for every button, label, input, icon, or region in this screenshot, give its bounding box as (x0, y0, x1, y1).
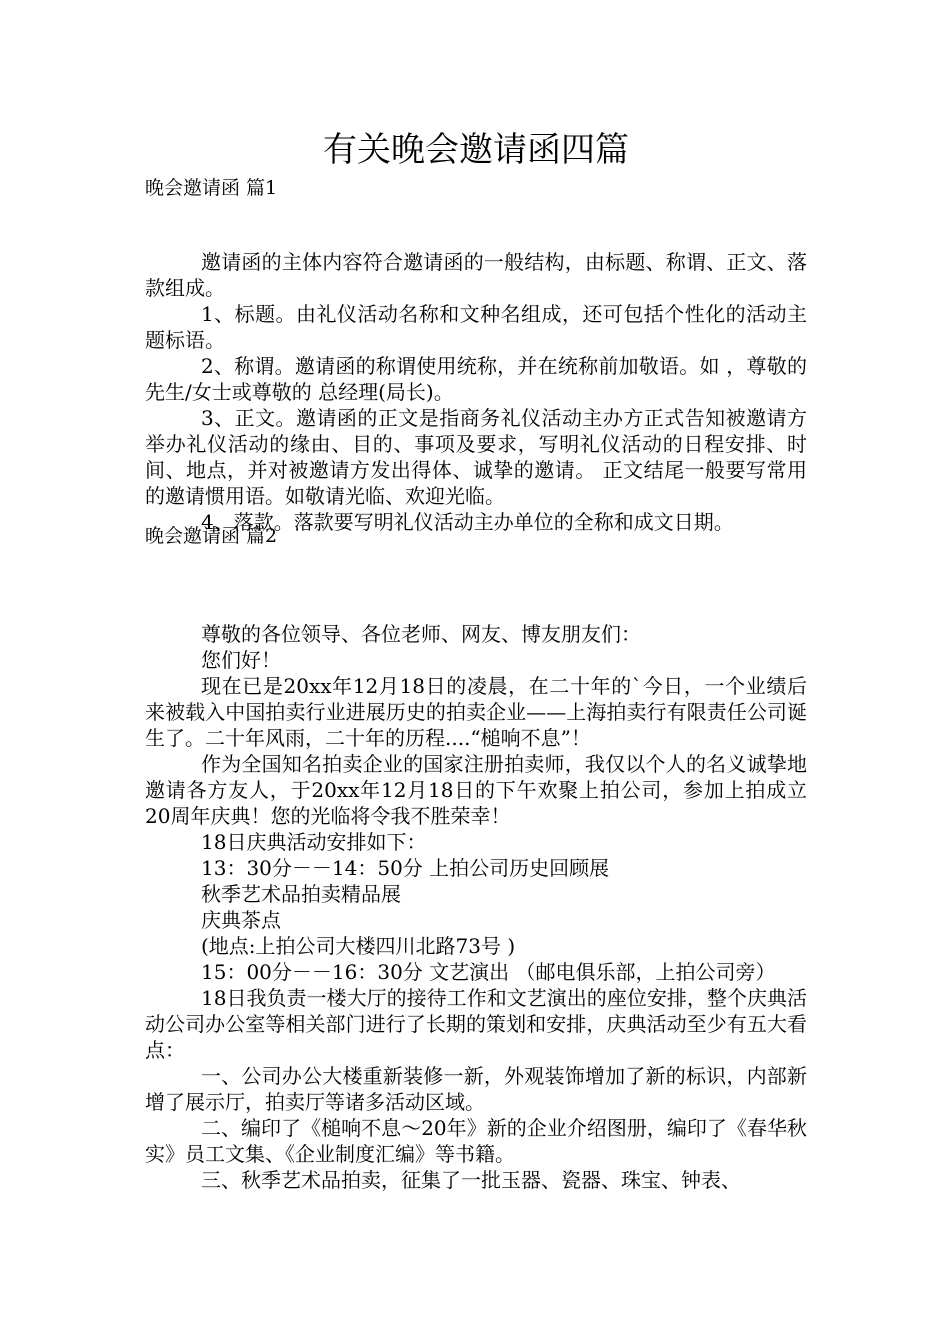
paragraph: 尊敬的各位领导、各位老师、网友、博友朋友们： (201, 622, 641, 646)
schedule-item: 秋季艺术品拍卖精品展 (201, 882, 401, 906)
schedule-item: 庆典茶点 (201, 908, 281, 932)
paragraph: 二、编印了《槌响不息～20年》新的企业介绍图册，编印了《春华秋实》员工文集、《企业制度汇编》等书籍。 (145, 1116, 807, 1166)
paragraph: 三、秋季艺术品拍卖，征集了一批玉器、瓷器、珠宝、钟表、 (201, 1168, 741, 1192)
paragraph: 一、公司办公大楼重新装修一新，外观装饰增加了新的标识，内部新增了展示厅，拍卖厅等诸多活动区域。 (145, 1064, 807, 1114)
paragraph: 4、落款。落款要写明礼仪活动主办单位的全称和成文日期。 (201, 510, 734, 534)
paragraph: 现在已是20xx年12月18日的凌晨，在二十年的`今日，一个业绩后来被载入中国拍卖行业进展历史的拍卖企业——上海拍卖行有限责任公司诞生了。二十年风雨，二十年的历程....“槌响不息”！ (145, 674, 807, 750)
section-heading-1: 晚会邀请函 篇1 (145, 177, 278, 199)
section-2-body (145, 621, 807, 1193)
paragraph: 作为全国知名拍卖企业的国家注册拍卖师，我仅以个人的名义诚挚地邀请各方友人，于20xx年12月18日的下午欢聚上拍公司，参加上拍成立20周年庆典！您的光临将令我不胜荣幸！ (145, 752, 807, 828)
section-heading-2: 晚会邀请函 篇2 (145, 525, 278, 547)
section-1-body (145, 249, 807, 535)
document-title: 有关晚会邀请函四篇 (323, 130, 629, 170)
paragraph: 18日我负责一楼大厅的接待工作和文艺演出的座位安排，整个庆典活动公司办公室等相关部门进行了长期的策划和安排，庆典活动至少有五大看点： (145, 986, 807, 1062)
paragraph: 3、正文。邀请函的正文是指商务礼仪活动主办方正式告知被邀请方举办礼仪活动的缘由、目的、事项及要求，写明礼仪活动的日程安排、时间、地点，并对被邀请方发出得体、诚挚的邀请。 正文结尾一般要写常用的邀请惯用语。如敬请光临、欢迎光临。 (145, 406, 807, 508)
schedule-item: 13：30分－－14：50分 上拍公司历史回顾展 (201, 856, 610, 880)
paragraph: 您们好！ (201, 648, 281, 672)
paragraph: 邀请函的主体内容符合邀请函的一般结构，由标题、称谓、正文、落款组成。 (145, 250, 807, 300)
paragraph: 2、称谓。邀请函的称谓使用统称，并在统称前加敬语。如 ，尊敬的 先生/女士或尊敬的 总经理(局长)。 (145, 354, 807, 404)
schedule-item: 15：00分－－16：30分 文艺演出 （邮电俱乐部，上拍公司旁） (201, 960, 776, 984)
paragraph: 18日庆典活动安排如下： (201, 830, 427, 854)
schedule-item: (地点:上拍公司大楼四川北路73号 ) (201, 934, 516, 958)
paragraph: 1、标题。由礼仪活动名称和文种名组成，还可包括个性化的活动主题标语。 (145, 302, 807, 352)
